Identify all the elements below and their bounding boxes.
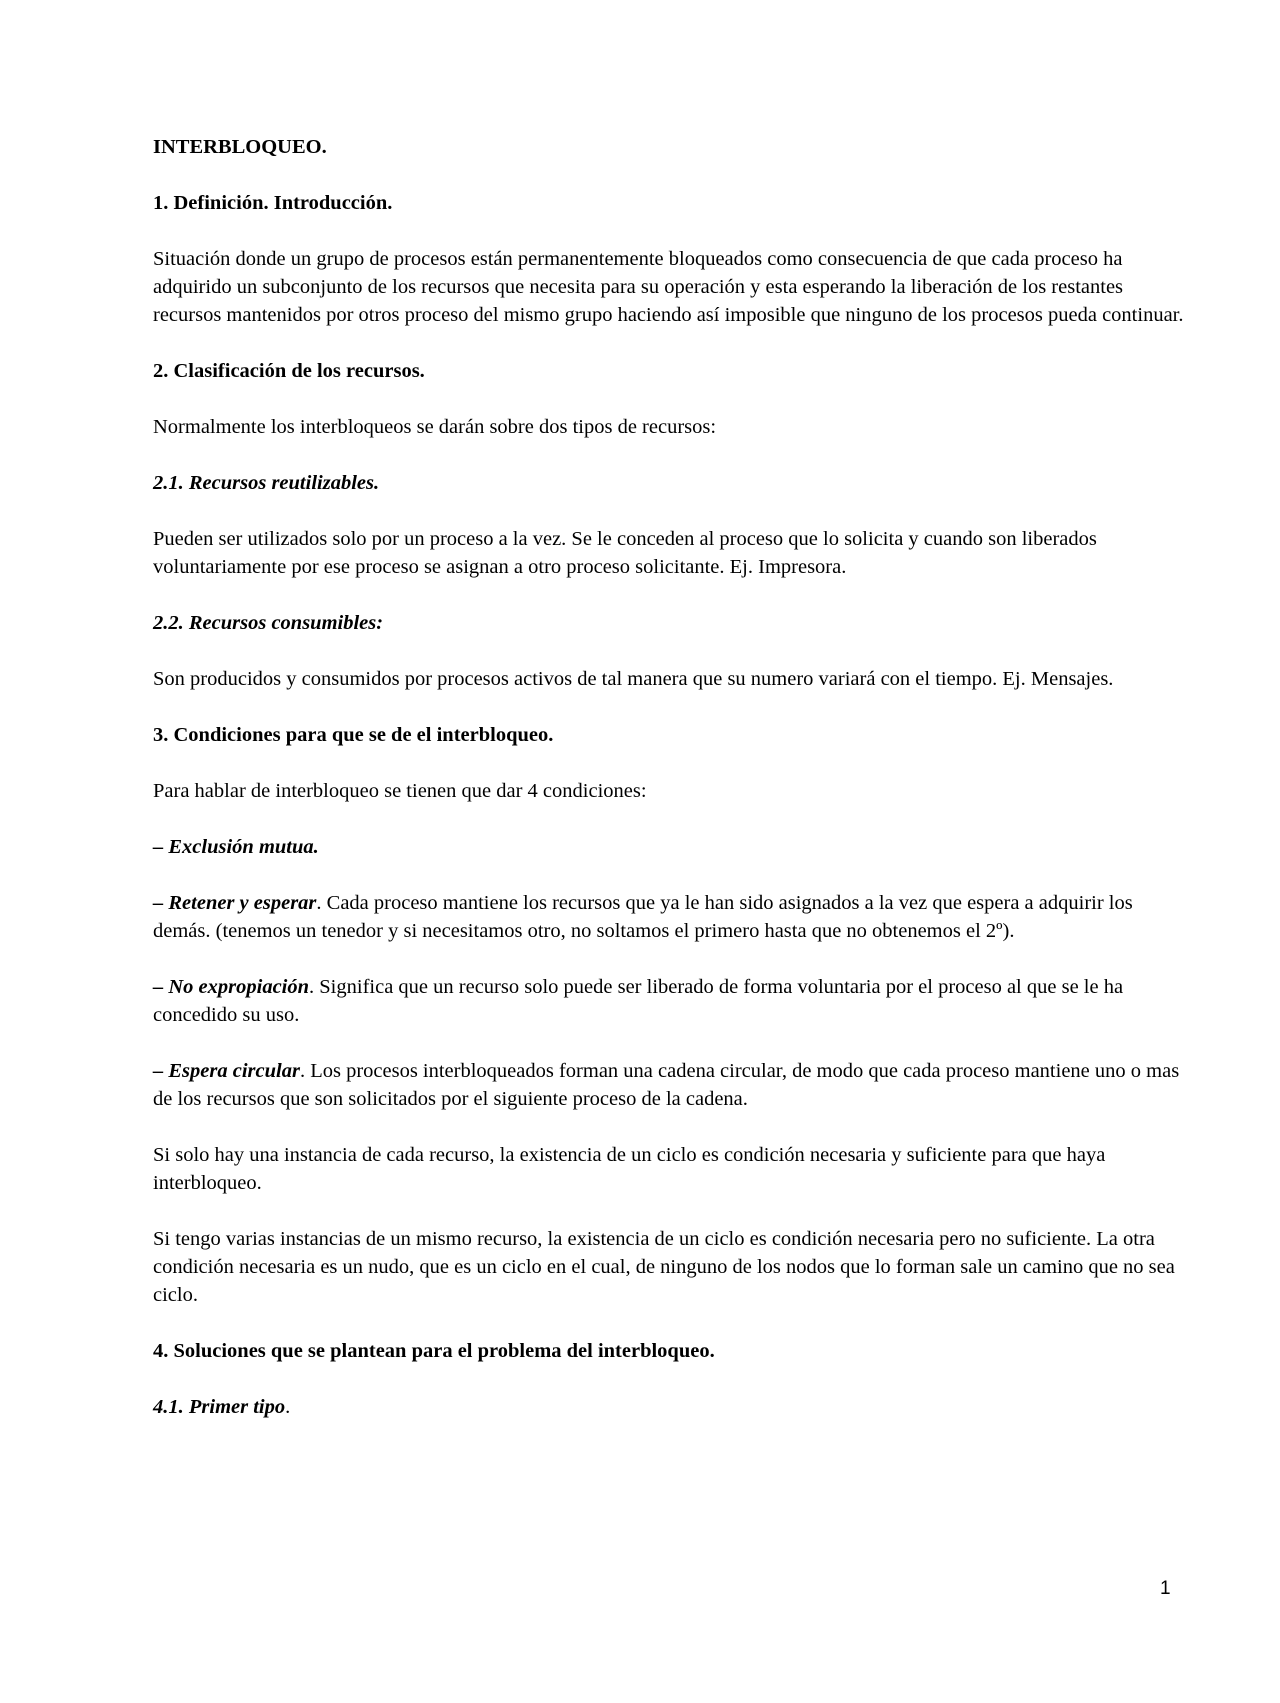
section-1-paragraph: Situación donde un grupo de procesos están permanentemente bloqueados como consecuencia de que cada proceso ha adquirido un subconjunto de los recursos que necesita para su operación y esta esperando la liberación de los restantes recursos mantenidos por otros proceso del mismo grupo haciendo así imposible que ninguno de los procesos pueda continuar. <box>153 248 1184 326</box>
condition-text: . Cada proceso mantiene los recursos que ya le han sido asignados a la vez que espera a adquirir los demás. (tenemos un tenedor y si necesitamos otro, no soltamos el primero hasta que no obtenemos el 2º). <box>153 892 1133 942</box>
document-page <box>153 133 1193 1449</box>
section-2-intro: Normalmente los interbloqueos se darán sobre dos tipos de recursos: <box>153 416 717 438</box>
section-4-heading: 4. Soluciones que se plantean para el problema del interbloqueo. <box>153 1340 715 1362</box>
condition-text: . Significa que un recurso solo puede ser liberado de forma voluntaria por el proceso al que se le ha concedido su uso. <box>153 976 1124 1026</box>
section-2-1-paragraph: Pueden ser utilizados solo por un proceso a la vez. Se le conceden al proceso que lo solicita y cuando son liberados voluntariamente por ese proceso se asignan a otro proceso solicitante. Ej. Impresora. <box>153 528 1097 578</box>
page-number: 1 <box>1160 1578 1171 1599</box>
section-2-heading: 2. Clasificación de los recursos. <box>153 360 425 382</box>
document-title: INTERBLOQUEO. <box>153 136 327 158</box>
condition-item <box>153 1057 1193 1113</box>
section-2-1-heading: 2.1. Recursos reutilizables. <box>153 472 380 494</box>
condition-term: – Espera circular <box>153 1060 300 1082</box>
section-3-paragraph-multiple-instances: Si tengo varias instancias de un mismo recurso, la existencia de un ciclo es condición necesaria pero no suficiente. La otra condición necesaria es un nudo, que es un ciclo en el cual, de ninguno de los nodos que lo forman sale un camino que no sea ciclo. <box>153 1228 1175 1306</box>
section-3-heading: 3. Condiciones para que se de el interbloqueo. <box>153 724 554 746</box>
condition-term: – Retener y esperar <box>153 892 317 914</box>
section-2-2-heading: 2.2. Recursos consumibles: <box>153 612 384 634</box>
section-4-1-heading <box>153 1393 1193 1421</box>
section-2-2-paragraph: Son producidos y consumidos por procesos activos de tal manera que su numero variará con el tiempo. Ej. Mensajes. <box>153 668 1114 690</box>
condition-term: – Exclusión mutua. <box>153 836 319 858</box>
condition-item <box>153 833 1193 861</box>
section-1-heading: 1. Definición. Introducción. <box>153 192 393 214</box>
section-4-1-heading-period: . <box>285 1396 291 1418</box>
condition-term: – No expropiación <box>153 976 310 998</box>
condition-text: . Los procesos interbloqueados forman una cadena circular, de modo que cada proceso mantiene uno o mas de los recursos que son solicitados por el siguiente proceso de la cadena. <box>153 1060 1180 1110</box>
section-3-intro: Para hablar de interbloqueo se tienen que dar 4 condiciones: <box>153 780 647 802</box>
section-4-1-heading-text: 4.1. Primer tipo <box>153 1396 286 1418</box>
condition-item <box>153 973 1193 1029</box>
section-3-paragraph-single-instance: Si solo hay una instancia de cada recurso, la existencia de un ciclo es condición necesaria y suficiente para que haya interbloqueo. <box>153 1144 1106 1194</box>
condition-item <box>153 889 1193 945</box>
